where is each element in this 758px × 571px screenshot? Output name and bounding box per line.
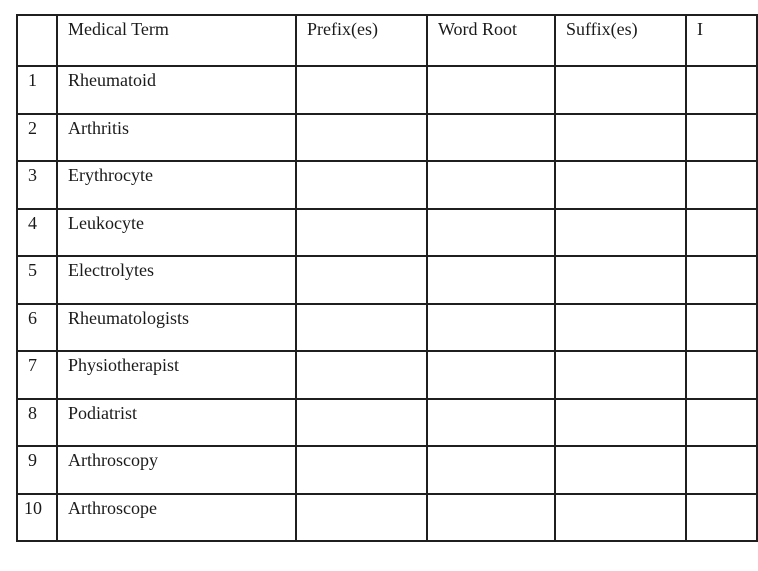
prefix-answer-cell[interactable] [296, 66, 427, 114]
medical-term-cell: Leukocyte [57, 209, 296, 257]
suffix-answer-cell[interactable] [555, 209, 686, 257]
cut-off-column-cell[interactable] [686, 351, 757, 399]
header-word-root: Word Root [427, 15, 555, 66]
cut-off-column-cell[interactable] [686, 209, 757, 257]
row-number-cell: 9 [17, 446, 57, 494]
word-root-answer-cell[interactable] [427, 66, 555, 114]
header-medical-term: Medical Term [57, 15, 296, 66]
prefix-answer-cell[interactable] [296, 399, 427, 447]
row-number-cell: 8 [17, 399, 57, 447]
cut-off-column-cell[interactable] [686, 446, 757, 494]
header-prefix: Prefix(es) [296, 15, 427, 66]
table-header-row [17, 15, 757, 66]
suffix-answer-cell[interactable] [555, 446, 686, 494]
suffix-answer-cell[interactable] [555, 256, 686, 304]
word-root-answer-cell[interactable] [427, 256, 555, 304]
row-number-cell: 4 [17, 209, 57, 257]
prefix-answer-cell[interactable] [296, 446, 427, 494]
table-row [17, 304, 757, 352]
suffix-answer-cell[interactable] [555, 161, 686, 209]
table-row [17, 66, 757, 114]
header-suffix: Suffix(es) [555, 15, 686, 66]
table-row [17, 256, 757, 304]
table-row [17, 209, 757, 257]
medical-term-cell: Erythrocyte [57, 161, 296, 209]
medical-term-cell: Arthroscopy [57, 446, 296, 494]
suffix-answer-cell[interactable] [555, 304, 686, 352]
medical-terms-worksheet [16, 14, 703, 542]
cut-off-column-cell[interactable] [686, 494, 757, 542]
medical-term-cell: Physiotherapist [57, 351, 296, 399]
table-row [17, 494, 757, 542]
row-number-cell: 10 [17, 494, 57, 542]
word-root-answer-cell[interactable] [427, 351, 555, 399]
cut-off-column-cell[interactable] [686, 66, 757, 114]
word-root-answer-cell[interactable] [427, 446, 555, 494]
table-row [17, 161, 757, 209]
prefix-answer-cell[interactable] [296, 114, 427, 162]
table-row [17, 114, 757, 162]
prefix-answer-cell[interactable] [296, 351, 427, 399]
medical-term-cell: Arthroscope [57, 494, 296, 542]
cut-off-column-cell[interactable] [686, 256, 757, 304]
word-root-answer-cell[interactable] [427, 494, 555, 542]
word-root-answer-cell[interactable] [427, 399, 555, 447]
word-root-answer-cell[interactable] [427, 161, 555, 209]
suffix-answer-cell[interactable] [555, 114, 686, 162]
cut-off-column-cell[interactable] [686, 399, 757, 447]
prefix-answer-cell[interactable] [296, 209, 427, 257]
row-number-cell: 1 [17, 66, 57, 114]
prefix-answer-cell[interactable] [296, 304, 427, 352]
row-number-cell: 2 [17, 114, 57, 162]
medical-term-cell: Arthritis [57, 114, 296, 162]
medical-term-cell: Rheumatoid [57, 66, 296, 114]
word-root-answer-cell[interactable] [427, 114, 555, 162]
suffix-answer-cell[interactable] [555, 399, 686, 447]
header-cut-off-column: I [686, 15, 757, 66]
prefix-answer-cell[interactable] [296, 161, 427, 209]
table-row [17, 399, 757, 447]
header-number [17, 15, 57, 66]
medical-term-cell: Rheumatologists [57, 304, 296, 352]
cut-off-column-cell[interactable] [686, 304, 757, 352]
row-number-cell: 6 [17, 304, 57, 352]
row-number-cell: 5 [17, 256, 57, 304]
prefix-answer-cell[interactable] [296, 256, 427, 304]
table-row [17, 351, 757, 399]
word-root-answer-cell[interactable] [427, 209, 555, 257]
suffix-answer-cell[interactable] [555, 351, 686, 399]
suffix-answer-cell[interactable] [555, 66, 686, 114]
row-number-cell: 7 [17, 351, 57, 399]
suffix-answer-cell[interactable] [555, 494, 686, 542]
cut-off-column-cell[interactable] [686, 161, 757, 209]
cut-off-column-cell[interactable] [686, 114, 757, 162]
medical-term-cell: Electrolytes [57, 256, 296, 304]
medical-term-cell: Podiatrist [57, 399, 296, 447]
table-row [17, 446, 757, 494]
prefix-answer-cell[interactable] [296, 494, 427, 542]
word-root-answer-cell[interactable] [427, 304, 555, 352]
row-number-cell: 3 [17, 161, 57, 209]
medical-terms-table [16, 14, 758, 542]
